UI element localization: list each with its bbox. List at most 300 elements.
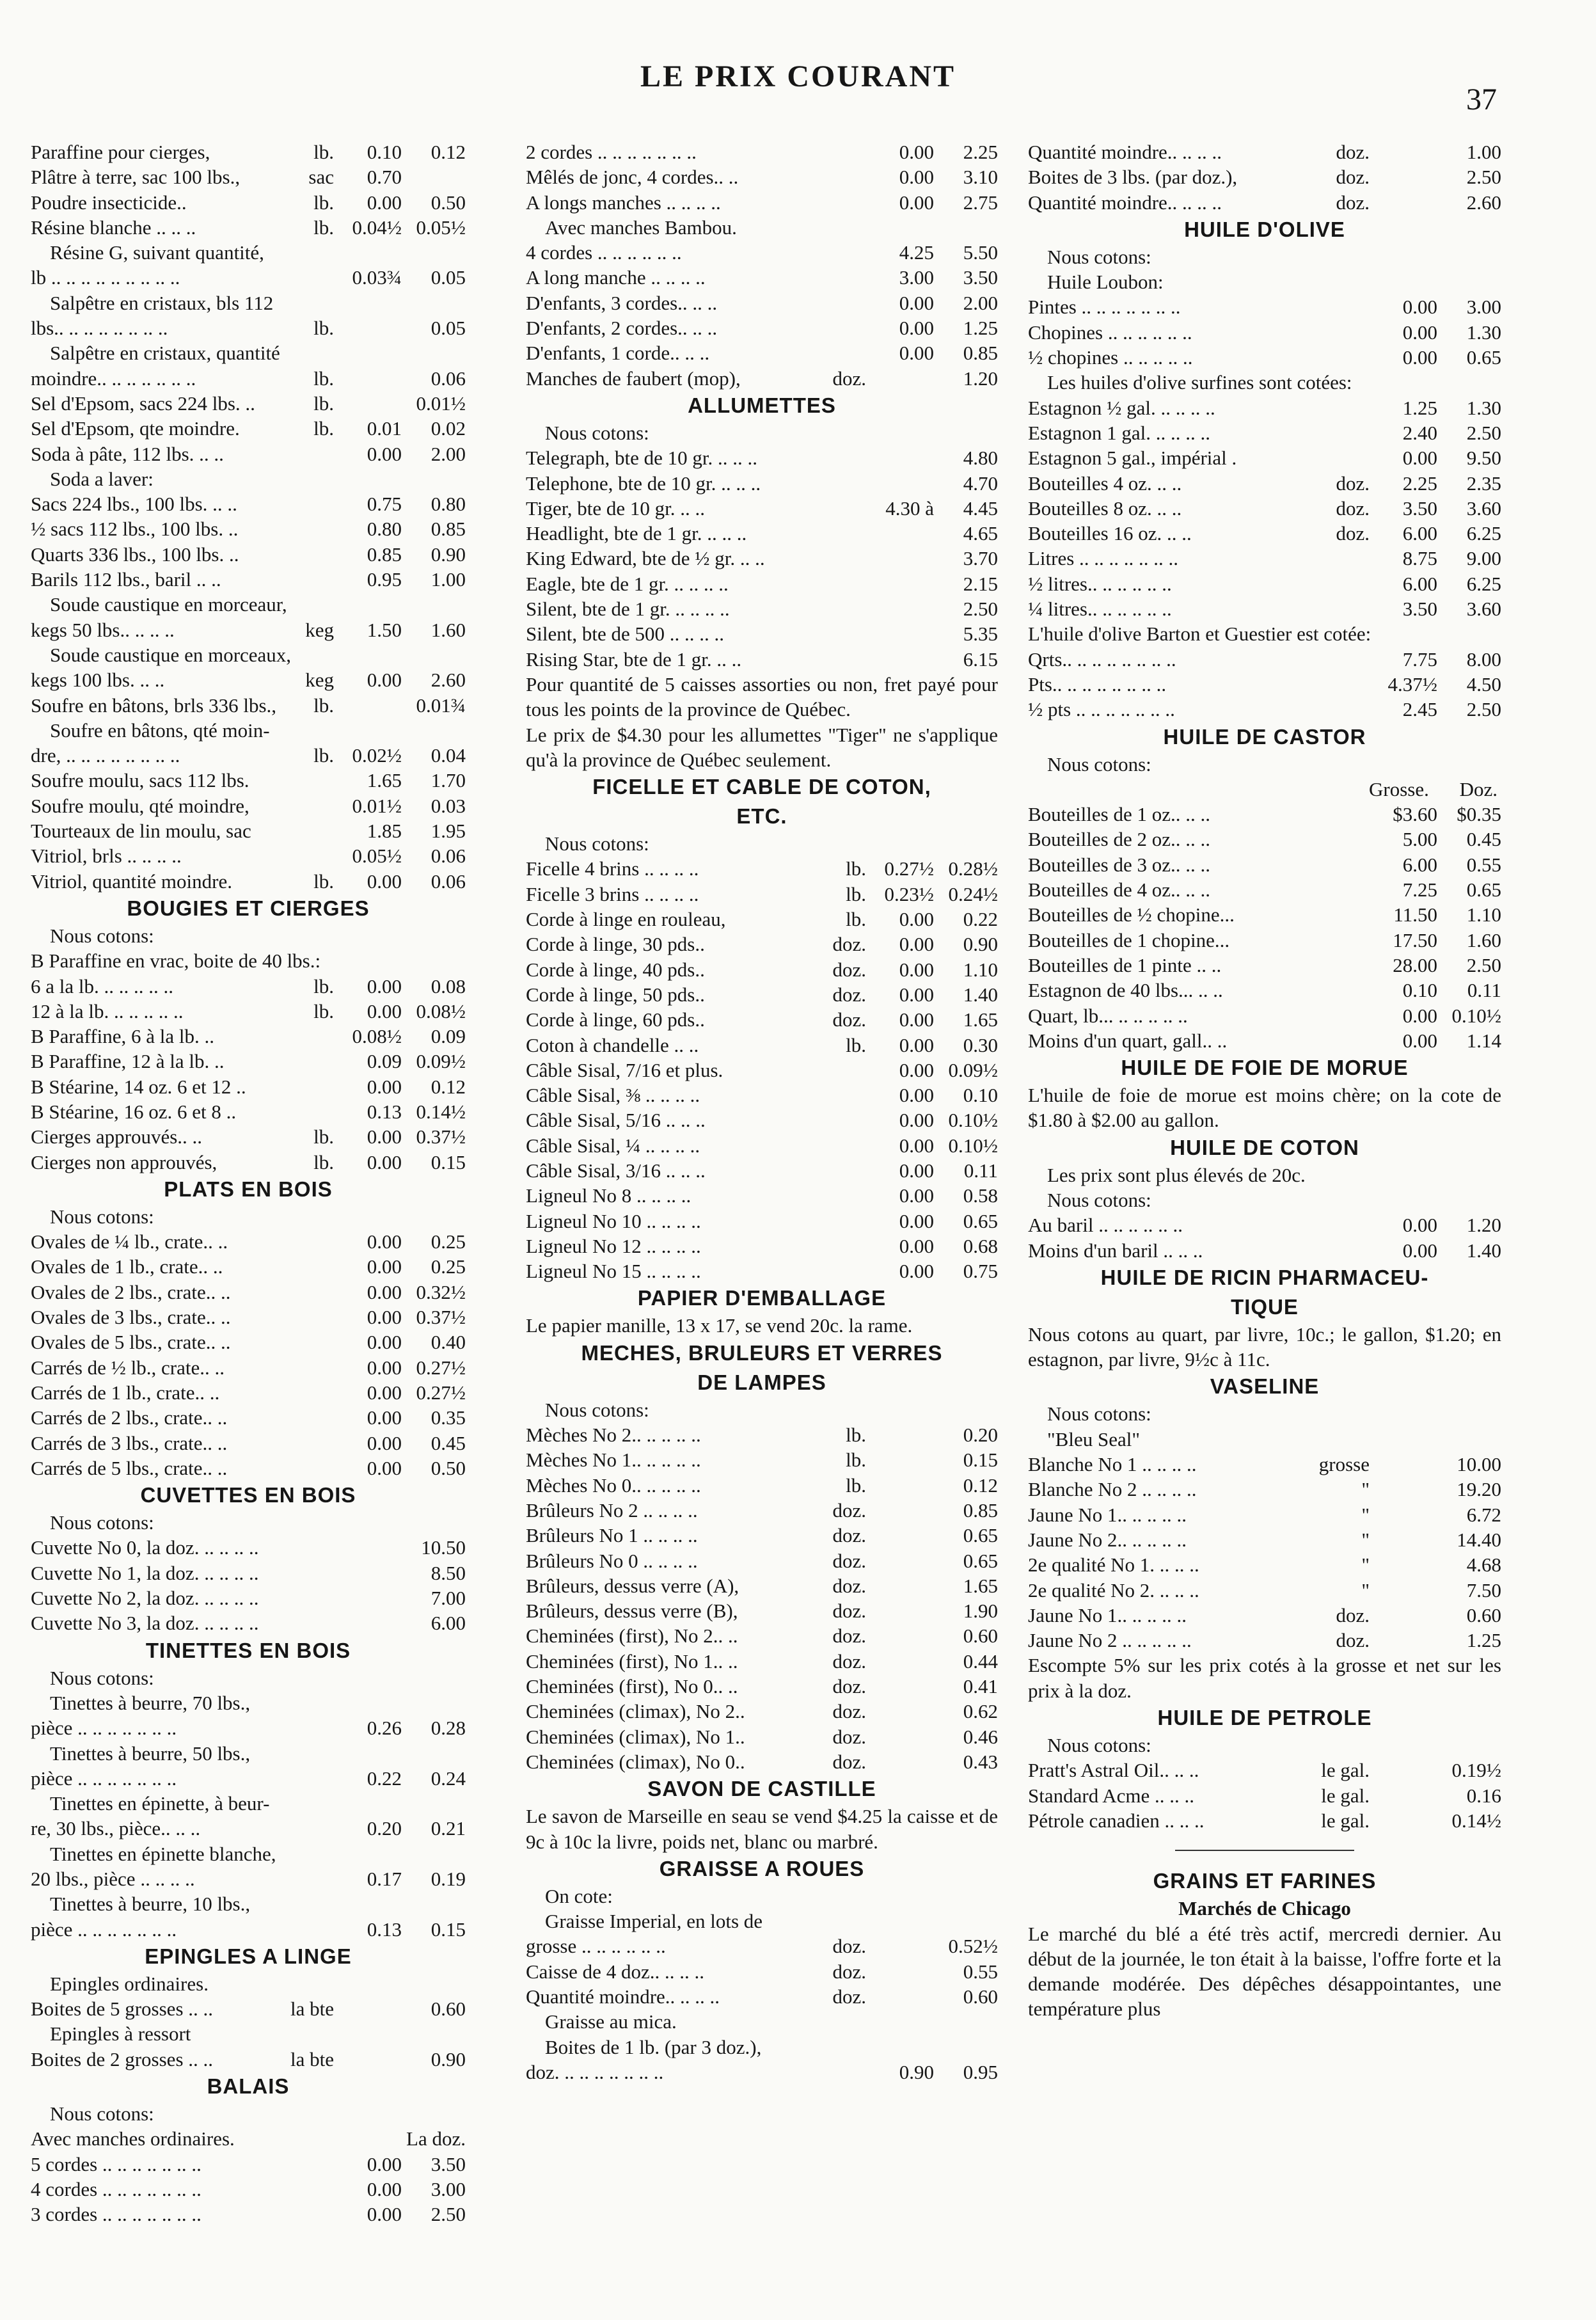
price-row <box>1028 521 1501 546</box>
price-row <box>31 1405 466 1430</box>
item-name: Bouteilles de 1 oz.. .. .. <box>1028 803 1210 826</box>
price-row <box>1028 827 1501 852</box>
item-name: Brûleurs No 0 .. .. .. .. <box>526 1549 698 1572</box>
price-high: 0.06 <box>431 870 466 893</box>
price-high: La doz. <box>406 2127 466 2150</box>
price-high: 0.12 <box>431 141 466 163</box>
item-name: Mêlés de jonc, 4 cordes.. .. <box>526 166 739 189</box>
paragraph: L'huile de foie de morue est moins chère; on la cote de $1.80 à $2.00 au gallon. <box>1028 1084 1501 1132</box>
price-high: 0.35 <box>431 1406 466 1429</box>
section-heading: TIQUE <box>1231 1294 1299 1319</box>
note-line: Nous cotons: <box>50 924 154 947</box>
price-high: 0.24 <box>431 1767 466 1790</box>
item-name: Cierges approuvés.. .. <box>31 1125 203 1148</box>
price-high: 3.00 <box>1466 296 1501 319</box>
price-low: 0.00 <box>367 1406 402 1429</box>
item-name: Pratt's Astral Oil.. .. .. <box>1028 1759 1199 1782</box>
item-unit: doz. <box>1336 1603 1370 1626</box>
price-row <box>31 391 466 416</box>
price-row <box>31 1099 466 1124</box>
price-row <box>526 1447 998 1472</box>
price-low: 0.00 <box>367 1125 402 1148</box>
price-low: 0.00 <box>1402 321 1437 344</box>
price-row <box>526 982 998 1007</box>
price-high: 2.50 <box>1466 953 1501 976</box>
item-name: Soufre en bâtons, brls 336 lbs., <box>31 694 277 717</box>
paragraph: Escompte 5% sur les prix cotés à la grosse et net sur les prix à la doz. <box>1028 1654 1501 1702</box>
price-high: 0.08½ <box>416 999 466 1022</box>
price-low: 0.00 <box>899 933 934 956</box>
price-low: 0.00 <box>367 1255 402 1278</box>
item-name: ½ chopines .. .. .. .. .. <box>1028 346 1193 369</box>
price-low: 0.00 <box>899 317 934 340</box>
price-row <box>31 1024 466 1049</box>
item-name: lbs.. .. .. .. .. .. .. .. <box>31 317 168 340</box>
item-name: Blanche No 1 .. .. .. .. <box>1028 1453 1197 1476</box>
price-row <box>31 617 466 642</box>
item-name: Ligneul No 8 .. .. .. .. <box>526 1184 691 1207</box>
item-name: Headlight, bte de 1 gr. .. .. .. <box>526 522 747 545</box>
item-name: Bouteilles de 1 pinte .. .. <box>1028 953 1222 976</box>
item-name: 4 cordes .. .. .. .. .. .. <box>526 241 682 264</box>
price-row <box>526 1674 998 1699</box>
price-row <box>31 1229 466 1254</box>
price-low: 0.00 <box>367 1230 402 1253</box>
price-low: 0.00 <box>899 291 934 314</box>
price-low: 0.00 <box>367 999 402 1022</box>
price-high: 0.41 <box>963 1675 998 1698</box>
price-high: 0.37½ <box>416 1125 466 1148</box>
price-high: 7.50 <box>1466 1578 1501 1601</box>
item-name: Qrts.. .. .. .. .. .. .. .. <box>1028 648 1176 671</box>
note-line: Soude caustique en morceaux, <box>50 643 292 666</box>
item-name: Caisse de 4 doz.. .. .. .. <box>526 1960 704 1983</box>
price-high: 0.65 <box>1466 878 1501 902</box>
item-unit: doz. <box>832 1985 866 2008</box>
price-row <box>1028 647 1501 672</box>
note-line: "Bleu Seal" <box>1047 1427 1140 1450</box>
price-high: 0.80 <box>431 493 466 516</box>
section-heading: HUILE DE CASTOR <box>1163 724 1366 749</box>
item-name: Bouteilles de 4 oz.. .. .. <box>1028 878 1210 902</box>
item-name: Mèches No 1.. .. .. .. .. <box>526 1449 701 1472</box>
price-low: 0.10 <box>1402 979 1437 1002</box>
note-line: Les huiles d'olive surfines sont cotées: <box>1047 371 1352 394</box>
item-name: Moins d'un quart, gall.. .. <box>1028 1029 1228 1052</box>
item-name: Brûleurs, dessus verre (B), <box>526 1600 738 1623</box>
note-line: Nous cotons: <box>1047 1188 1151 1211</box>
item-name: Bouteilles de 1 chopine... <box>1028 928 1230 951</box>
item-unit: doz. <box>832 1725 866 1748</box>
item-name: Bouteilles de 3 oz.. .. .. <box>1028 853 1210 876</box>
item-unit: " <box>1361 1553 1370 1577</box>
price-high: 1.40 <box>963 983 998 1006</box>
price-row <box>1028 345 1501 370</box>
note-line: Soda a laver: <box>50 467 154 490</box>
item-name: Ovales de 2 lbs., crate.. .. <box>31 1280 231 1303</box>
price-high: 2.00 <box>431 442 466 465</box>
note-line: Nous cotons: <box>50 1205 154 1228</box>
item-name: Cheminées (first), No 2.. .. <box>526 1625 738 1648</box>
item-name: A longs manches .. .. .. .. <box>526 191 721 214</box>
item-name: Ovales de 5 lbs., crate.. .. <box>31 1331 231 1354</box>
price-high: 3.00 <box>431 2177 466 2200</box>
price-low: 7.25 <box>1402 878 1437 902</box>
note-line: Nous cotons: <box>1047 245 1151 268</box>
item-unit: keg <box>305 669 334 692</box>
price-row <box>526 164 998 189</box>
price-low: 0.00 <box>899 141 934 163</box>
price-row <box>526 957 998 982</box>
price-high: 0.55 <box>963 1960 998 1983</box>
price-row <box>31 948 466 973</box>
item-name: Estagnon ½ gal. .. .. .. .. <box>1028 396 1215 419</box>
item-unit: doz. <box>1336 141 1370 163</box>
item-name: Corde à linge en rouleau, <box>526 908 726 931</box>
price-low: 0.00 <box>899 1209 934 1232</box>
price-high: 2.75 <box>963 191 998 214</box>
price-high: 6.25 <box>1466 522 1501 545</box>
item-name: dre, .. .. .. .. .. .. .. .. <box>31 744 180 767</box>
price-low: 0.85 <box>367 543 402 566</box>
item-name: Soufre moulu, sacs 112 lbs. <box>31 769 249 792</box>
price-high: 1.00 <box>1466 141 1501 163</box>
price-high: 0.19 <box>431 1868 466 1890</box>
price-high: 0.15 <box>963 1449 998 1472</box>
section-heading: GRAISSE A ROUES <box>659 1856 865 1880</box>
item-unit: doz. <box>832 1649 866 1672</box>
price-row <box>526 882 998 907</box>
price-high: 0.16 <box>1466 1784 1501 1807</box>
section-heading: PLATS EN BOIS <box>164 1177 333 1201</box>
price-high: 0.65 <box>963 1549 998 1572</box>
item-name: Ovales de 3 lbs., crate.. .. <box>31 1306 231 1329</box>
price-low: 0.22 <box>367 1767 402 1790</box>
item-unit: doz. <box>832 1935 866 1958</box>
paragraph: Pour quantité de 5 caisses assorties ou non, fret payé pour tous les points de la province de Québec. <box>526 672 998 721</box>
item-name: Jaune No 1.. .. .. .. .. <box>1028 1603 1187 1626</box>
price-row <box>31 1585 466 1610</box>
price-row <box>526 1498 998 1523</box>
price-low: 0.20 <box>367 1817 402 1840</box>
price-row <box>526 1007 998 1032</box>
price-low: 0.00 <box>899 1234 934 1257</box>
item-unit: la bte <box>290 2047 334 2070</box>
note-line: Nous cotons: <box>1047 752 1151 775</box>
price-high: 0.24½ <box>948 882 998 905</box>
price-high: 4.50 <box>1466 672 1501 695</box>
price-low: 0.00 <box>1402 346 1437 369</box>
section-heading: GRAINS ET FARINES <box>1153 1869 1377 1893</box>
price-row <box>526 1133 998 1158</box>
item-name: Carrés de 3 lbs., crate.. .. <box>31 1431 228 1454</box>
price-row <box>31 416 466 441</box>
price-high: 0.60 <box>963 1985 998 2008</box>
item-name: ½ litres.. .. .. .. .. .. <box>1028 572 1172 595</box>
item-name: Jaune No 2 .. .. .. .. .. <box>1028 1629 1192 1652</box>
price-high: 8.00 <box>1466 648 1501 671</box>
price-high: 0.65 <box>1466 346 1501 369</box>
price-high: 0.50 <box>431 1456 466 1479</box>
price-row <box>1028 420 1501 445</box>
price-row <box>31 667 466 692</box>
item-name: Avec manches ordinaires. <box>31 2127 235 2150</box>
price-high: 0.09½ <box>416 1050 466 1073</box>
item-name: Cheminées (first), No 1.. .. <box>526 1649 738 1672</box>
price-low: 4.30 à <box>885 497 934 520</box>
section-heading: BOUGIES ET CIERGES <box>127 896 370 920</box>
price-row <box>526 1623 998 1648</box>
price-high: 1.25 <box>963 317 998 340</box>
price-low: 0.04½ <box>352 216 402 239</box>
price-low: 4.37½ <box>1387 672 1437 695</box>
note-line: On cote: <box>545 1884 613 1907</box>
item-name: 6 a la lb. .. .. .. .. .. <box>31 974 173 997</box>
item-unit: " <box>1361 1578 1370 1601</box>
price-high: 0.05 <box>431 317 466 340</box>
section-heading: HUILE DE PETROLE <box>1157 1706 1372 1730</box>
price-low: 0.01½ <box>352 794 402 817</box>
price-low: 0.00 <box>899 1084 934 1107</box>
note-line: Résine G, suivant quantité, <box>50 241 264 264</box>
price-row <box>1028 1527 1501 1552</box>
section-heading: TINETTES EN BOIS <box>145 1638 351 1662</box>
price-high: 0.01½ <box>416 392 466 415</box>
subheading: Marchés de Chicago <box>1178 1897 1351 1920</box>
item-name: Rising Star, bte de 1 gr. .. .. <box>526 648 742 671</box>
price-high: 19.20 <box>1457 1478 1501 1501</box>
item-name: Eagle, bte de 1 gr. .. .. .. .. <box>526 572 729 595</box>
price-row <box>526 1058 998 1083</box>
item-unit: doz. <box>832 1524 866 1547</box>
price-row <box>526 240 998 265</box>
item-unit: lb. <box>313 974 334 997</box>
item-name: pièce .. .. .. .. .. .. .. <box>31 1717 177 1740</box>
price-low: 6.00 <box>1402 572 1437 595</box>
price-low: 0.00 <box>367 2203 402 2226</box>
note-line: Graisse au mica. <box>545 2010 677 2033</box>
price-low: 0.00 <box>1402 447 1437 470</box>
price-row <box>31 2047 466 2072</box>
price-high: 0.65 <box>963 1524 998 1547</box>
item-unit: le gal. <box>1321 1759 1370 1782</box>
price-row <box>526 190 998 215</box>
section-heading: ETC. <box>736 804 787 829</box>
note-line: Graisse Imperial, en lots de <box>545 1910 763 1933</box>
item-unit: lb. <box>313 1150 334 1173</box>
note-line: Avec manches Bambou. <box>545 216 737 239</box>
price-low: 0.00 <box>367 1331 402 1354</box>
column-header: Grosse. Doz. <box>1369 777 1497 800</box>
price-high: 0.30 <box>963 1033 998 1056</box>
price-high: 2.00 <box>963 291 998 314</box>
price-high: 0.21 <box>431 1817 466 1840</box>
price-high: 1.30 <box>1466 396 1501 419</box>
price-row <box>526 932 998 957</box>
item-unit: la bte <box>290 1998 334 2021</box>
note-line: Huile Loubon: <box>1047 271 1164 294</box>
price-row <box>31 265 466 290</box>
price-row <box>526 1108 998 1132</box>
price-row <box>31 1049 466 1074</box>
price-row <box>31 2126 466 2151</box>
price-row <box>31 1996 466 2021</box>
price-row <box>1028 1502 1501 1527</box>
price-row <box>31 743 466 768</box>
price-low: 4.25 <box>899 241 934 264</box>
item-name: Quantité moindre.. .. .. .. <box>1028 191 1222 214</box>
item-name: Câble Sisal, 5/16 .. .. .. <box>526 1109 706 1132</box>
item-name: 5 cordes .. .. .. .. .. .. .. <box>31 2152 201 2175</box>
item-unit: doz. <box>832 1600 866 1623</box>
price-row <box>526 1959 998 1984</box>
price-low: 0.00 <box>899 1033 934 1056</box>
price-high: 3.60 <box>1466 598 1501 621</box>
price-low: 0.00 <box>899 908 934 931</box>
item-name: Ligneul No 12 .. .. .. .. <box>526 1234 701 1257</box>
note-line: Nous cotons: <box>1047 1402 1151 1426</box>
price-row <box>1028 1808 1501 1833</box>
price-high: 3.60 <box>1466 497 1501 520</box>
section-heading: FICELLE ET CABLE DE COTON, <box>592 775 931 799</box>
price-high: 1.40 <box>1466 1239 1501 1262</box>
item-unit: lb. <box>313 367 334 390</box>
item-unit: doz. <box>832 1574 866 1597</box>
item-name: Sacs 224 lbs., 100 lbs. .. .. <box>31 493 237 516</box>
price-high: 1.95 <box>431 820 466 843</box>
price-high: 1.14 <box>1466 1029 1501 1052</box>
price-low: 0.02½ <box>352 744 402 767</box>
price-high: 5.35 <box>963 623 998 646</box>
price-high: 0.02 <box>431 417 466 440</box>
item-name: Brûleurs, dessus verre (A), <box>526 1574 739 1597</box>
item-name: 12 à la lb. .. .. .. .. .. <box>31 999 184 1022</box>
price-low: 5.00 <box>1402 828 1437 851</box>
price-high: 7.00 <box>431 1587 466 1610</box>
item-unit: lb. <box>846 1474 866 1497</box>
price-row <box>31 164 466 189</box>
price-high: 0.27½ <box>416 1381 466 1404</box>
note-line: Tinettes en épinette blanche, <box>50 1842 276 1865</box>
price-low: 0.17 <box>367 1868 402 1890</box>
item-name: 2e qualité No 1. .. .. .. <box>1028 1553 1199 1577</box>
price-low: 0.01 <box>367 417 402 440</box>
price-high: 1.90 <box>963 1600 998 1623</box>
item-name: kegs 50 lbs.. .. .. .. <box>31 618 175 641</box>
item-name: Plâtre à terre, sac 100 lbs., <box>31 166 241 189</box>
price-high: 0.85 <box>963 342 998 365</box>
price-high: 3.50 <box>431 2152 466 2175</box>
item-unit: doz. <box>832 1008 866 1031</box>
price-low: 0.00 <box>899 191 934 214</box>
paragraph: Le marché du blé a été très actif, mercredi dernier. Au début de la journée, le ton était à la baisse, l'offre forte et la demande modérée. Des dépêches désappointantes, une température plus <box>1028 1922 1501 2021</box>
price-row <box>31 1766 466 1791</box>
price-high: 3.70 <box>963 547 998 570</box>
price-low: 0.00 <box>899 1058 934 1081</box>
price-high: 0.40 <box>431 1331 466 1354</box>
item-name: Cuvette No 3, la doz. .. .. .. .. <box>31 1612 259 1635</box>
item-name: Estagnon 5 gal., impérial . <box>1028 447 1237 470</box>
price-row <box>31 1074 466 1099</box>
price-row <box>31 1431 466 1456</box>
item-name: Poudre insecticide.. <box>31 191 187 214</box>
item-unit: doz. <box>832 367 866 390</box>
item-unit: doz. <box>832 1498 866 1522</box>
price-high: 0.05 <box>431 266 466 289</box>
note-line: Les prix sont plus élevés de 20c. <box>1047 1163 1306 1186</box>
item-name: Ovales de ¼ lb., crate.. .. <box>31 1230 228 1253</box>
price-high: 3.50 <box>963 266 998 289</box>
note-line: Tinettes en épinette, à beur- <box>50 1792 270 1815</box>
item-name: Estagnon 1 gal. .. .. .. .. <box>1028 421 1210 444</box>
note-line: Soufre en bâtons, qté moin- <box>50 719 270 742</box>
item-name: Soufre moulu, qté moindre, <box>31 794 249 817</box>
price-high: 4.68 <box>1466 1553 1501 1577</box>
section-heading: ALLUMETTES <box>688 393 836 417</box>
price-high: 0.85 <box>963 1498 998 1522</box>
price-row <box>526 290 998 315</box>
item-name: kegs 100 lbs. .. .. <box>31 669 165 692</box>
price-high: 0.09½ <box>948 1058 998 1081</box>
price-row <box>1028 978 1501 1003</box>
price-row <box>31 869 466 894</box>
item-unit: lb. <box>313 694 334 717</box>
item-unit: le gal. <box>1321 1784 1370 1807</box>
item-name: Câble Sisal, 7/16 et plus. <box>526 1058 723 1081</box>
price-high: 0.09 <box>431 1025 466 1048</box>
price-low: 0.00 <box>367 2177 402 2200</box>
divider <box>1175 1850 1354 1851</box>
item-name: Cheminées (climax), No 0.. <box>526 1750 745 1773</box>
price-high: 0.65 <box>963 1209 998 1232</box>
price-low: 0.00 <box>367 1356 402 1379</box>
price-low: 11.50 <box>1393 903 1437 926</box>
item-name: Tourteaux de lin moulu, sac <box>31 820 251 843</box>
price-row <box>526 596 998 621</box>
price-row <box>31 1917 466 1942</box>
item-name: King Edward, bte de ½ gr. .. .. <box>526 547 765 570</box>
item-unit: lb. <box>846 1449 866 1472</box>
section-heading: DE LAMPES <box>697 1370 826 1394</box>
item-unit: doz. <box>1336 497 1370 520</box>
price-row <box>31 1280 466 1305</box>
item-name: Cuvette No 1, la doz. .. .. .. .. <box>31 1561 259 1584</box>
item-unit: doz. <box>832 1549 866 1572</box>
price-low: 0.03¾ <box>352 266 402 289</box>
price-low: 0.13 <box>367 1918 402 1941</box>
price-low: 0.00 <box>367 1381 402 1404</box>
item-name: Boites de 3 lbs. (par doz.), <box>1028 166 1238 189</box>
price-low: $3.60 <box>1393 803 1437 826</box>
price-row <box>31 818 466 843</box>
item-unit: lb. <box>313 1125 334 1148</box>
price-low: 0.00 <box>1402 1239 1437 1262</box>
item-name: Corde à linge, 30 pds.. <box>526 933 705 956</box>
price-row <box>526 856 998 881</box>
price-low: 28.00 <box>1393 953 1437 976</box>
price-low: 0.00 <box>899 1184 934 1207</box>
price-low: 3.00 <box>899 266 934 289</box>
paragraph: Le papier manille, 13 x 17, se vend 20c. la rame. <box>526 1314 913 1337</box>
price-low: 3.50 <box>1402 497 1437 520</box>
price-high: 2.25 <box>963 141 998 163</box>
item-name: ½ pts .. .. .. .. .. .. .. <box>1028 698 1175 721</box>
price-high: 0.28½ <box>948 857 998 880</box>
price-row <box>31 1456 466 1481</box>
price-low: 0.70 <box>367 166 402 189</box>
price-high: 1.10 <box>1466 903 1501 926</box>
price-row <box>1028 802 1501 827</box>
